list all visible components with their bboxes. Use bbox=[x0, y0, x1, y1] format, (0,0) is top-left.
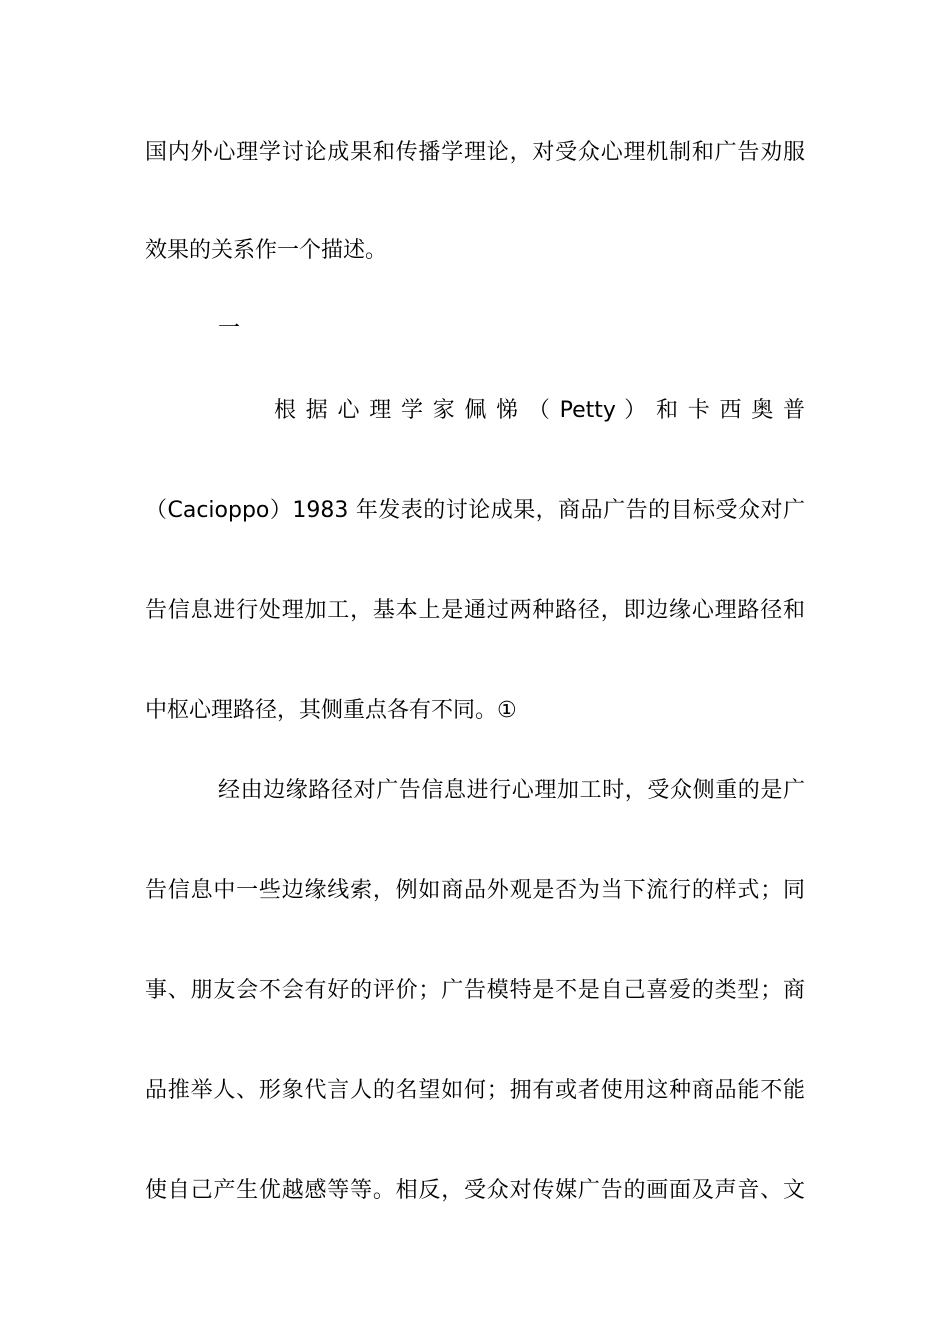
section-number: 一 bbox=[218, 316, 241, 341]
text-line-6: 告信息进行处理加工，基本上是通过两种路径，即边缘心理路径和 bbox=[145, 598, 805, 623]
text-line-2: 效果的关系作一个描述。 bbox=[145, 238, 388, 263]
text-line-4: 根 据 心 理 学 家 佩 悌 （ Petty ） 和 卡 西 奥 普 bbox=[274, 398, 805, 423]
text-line-12: 使自己产生优越感等等。相反，受众对传媒广告的画面及声音、文 bbox=[145, 1178, 805, 1203]
text-line-9: 告信息中一些边缘线索，例如商品外观是否为当下流行的样式；同 bbox=[145, 878, 805, 903]
text-line-7: 中枢心理路径，其侧重点各有不同。① bbox=[145, 698, 517, 723]
text-line-11: 品推举人、形象代言人的名望如何；拥有或者使用这种商品能不能 bbox=[145, 1078, 805, 1103]
text-line-10: 事、朋友会不会有好的评价；广告模特是不是自己喜爱的类型；商 bbox=[145, 978, 805, 1003]
text-line-5: （Cacioppo）1983 年发表的讨论成果，商品广告的目标受众对广 bbox=[145, 498, 805, 523]
text-line-8: 经由边缘路径对广告信息进行心理加工时，受众侧重的是广 bbox=[218, 778, 805, 803]
text-line-1: 国内外心理学讨论成果和传播学理论，对受众心理机制和广告劝服 bbox=[145, 140, 805, 165]
